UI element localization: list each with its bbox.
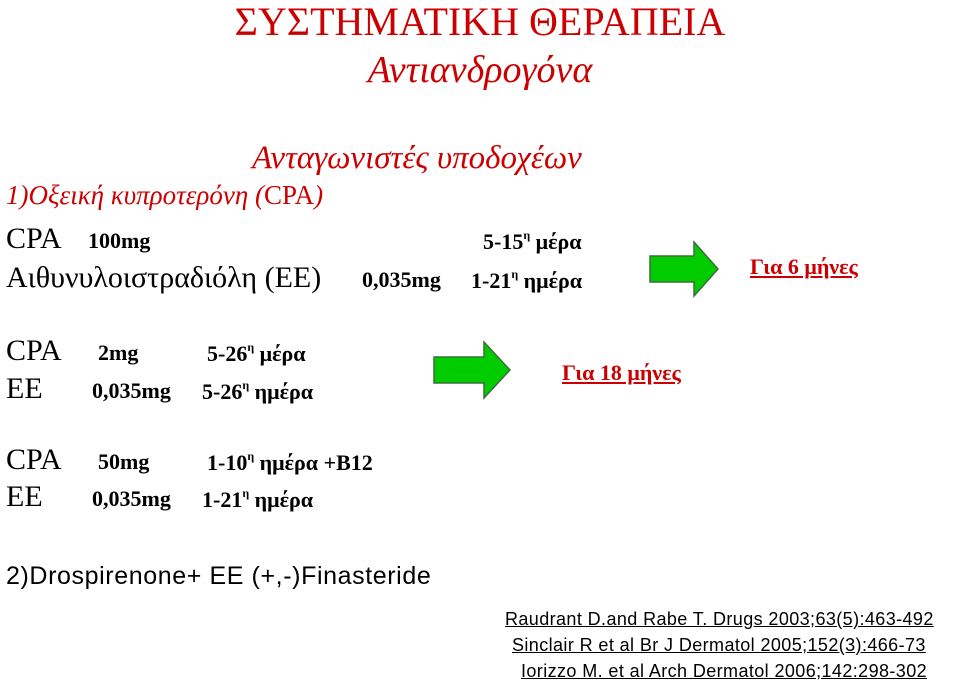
reference-3: Iorizzo M. et al Arch Dermatol 2006;142:298-302 bbox=[521, 661, 928, 681]
arrow-right-icon bbox=[648, 240, 720, 298]
r3-row1-dose: 50mg bbox=[98, 449, 150, 474]
reference-2: Sinclair R et al Br J Dermatol 2005;152(3):466-73 bbox=[512, 635, 926, 655]
r1-row1-drug: CPA bbox=[6, 222, 62, 255]
r1-row2-sup: η bbox=[511, 267, 519, 281]
r3-row1-drug: CPA bbox=[6, 443, 62, 476]
r3-row1-day bbox=[207, 449, 373, 476]
r1-row1-day-word: μέρα bbox=[535, 229, 582, 254]
item1-suffix: ) bbox=[314, 180, 324, 210]
r2-row2-day-num: 5-26 bbox=[202, 379, 243, 404]
page-title: ΣΥΣΤΗΜΑΤΙΚΗ ΘΕΡΑΠΕΙΑ bbox=[234, 0, 726, 44]
r2-row2-drug: ΕΕ bbox=[6, 372, 43, 405]
r1-row2-day bbox=[471, 267, 582, 294]
r2-row2-dose: 0,035mg bbox=[92, 378, 171, 403]
r1-row1-day bbox=[483, 228, 582, 255]
r1-row1-sup: η bbox=[523, 228, 531, 242]
r3-row1-day-num: 1-10 bbox=[207, 450, 248, 475]
r3-row1-day-word: ημέρα +B12 bbox=[259, 450, 373, 475]
r2-row2-day-word: ημέρα bbox=[254, 379, 314, 404]
r3-row1-sup: η bbox=[247, 449, 255, 463]
section-heading: Ανταγωνιστές υποδοχέων bbox=[252, 140, 582, 176]
r1-row2-day-num: 1-21 bbox=[471, 268, 512, 293]
r1-row2-day-word: ημέρα bbox=[523, 268, 583, 293]
r2-duration: Για 18 μήνες bbox=[562, 360, 681, 385]
r2-row1-day-word: μέρα bbox=[259, 341, 306, 366]
r2-row1-dose: 2mg bbox=[98, 340, 139, 365]
arrow-right-icon bbox=[432, 340, 512, 400]
r1-row1-dose: 100mg bbox=[88, 228, 151, 253]
r3-row2-drug: ΕΕ bbox=[6, 480, 43, 513]
r3-row2-day-num: 1-21 bbox=[202, 487, 243, 512]
r2-row2-day bbox=[202, 378, 313, 405]
r1-row1-day-num: 5-15 bbox=[483, 229, 524, 254]
r3-row2-dose: 0,035mg bbox=[92, 486, 171, 511]
r2-row1-day bbox=[207, 340, 306, 367]
r3-row2-sup: η bbox=[242, 486, 250, 500]
r1-duration: Για 6 μήνες bbox=[750, 254, 858, 279]
r2-row1-sup: η bbox=[247, 340, 255, 354]
item1-heading bbox=[6, 180, 323, 211]
r2-row1-drug: CPA bbox=[6, 334, 62, 367]
r3-row2-day-word: ημέρα bbox=[254, 487, 314, 512]
item2-heading: 2)Drospirenone+ EE (+,-)Finasteride bbox=[6, 562, 432, 590]
r2-row2-sup: η bbox=[242, 378, 250, 392]
item1-abbr: CPA bbox=[264, 180, 315, 210]
r2-row1-day-num: 5-26 bbox=[207, 341, 248, 366]
page-subtitle: Αντιανδρογόνα bbox=[367, 49, 593, 91]
reference-1: Raudrant D.and Rabe T. Drugs 2003;63(5):463-492 bbox=[505, 609, 934, 629]
r1-row2-dose: 0,035mg bbox=[362, 267, 441, 292]
r1-row2-drug: Αιθυνυλοιστραδιόλη (ΕΕ) bbox=[6, 261, 322, 294]
r3-row2-day bbox=[202, 486, 313, 513]
item1-prefix: 1)Οξεική κυπροτερόνη ( bbox=[6, 180, 265, 210]
